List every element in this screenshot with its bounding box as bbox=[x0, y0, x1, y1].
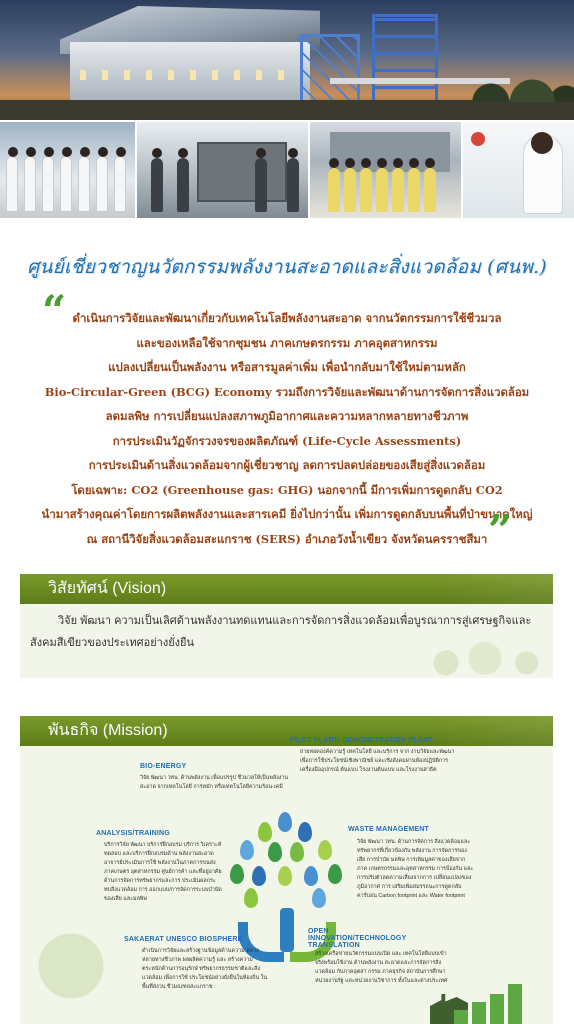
leaf-shape bbox=[230, 864, 244, 884]
mission-item-heading: SAKAERAT UNESCO BIOSPHERE bbox=[124, 936, 243, 943]
person-figure bbox=[424, 168, 436, 212]
person-figure bbox=[42, 156, 54, 212]
person-figure bbox=[328, 168, 340, 212]
page-title: ศูนย์เชี่ยวชาญนวัตกรรมพลังงานสะอาดและสิ่งแวดล้อม (ศนพ.) bbox=[27, 256, 547, 278]
intro-line: การประเมินวัฏจักรวงจรของผลิตภัณฑ์ (Life-Cycle Assessments) bbox=[112, 433, 462, 448]
decor-bar bbox=[490, 994, 504, 1024]
person-figure bbox=[392, 168, 404, 212]
leaf-shape bbox=[318, 840, 332, 860]
intro-paragraph bbox=[30, 306, 544, 555]
hero-photo-energy-facility bbox=[0, 0, 574, 120]
mission-item-text: สร้างเครือข่ายนวัตกรรมแบบเปิด และ เทคโนโลยีแบบเข้าจริงพร้อมใช้งาน ด้านพลังงาน สะอาดและการจัดการสิ่งแวดล้อม กับภาคอุตสา กรรม ภาคธุรกิจ สถาบันการศึกษา หน่วยงานรัฐ และหน่วยงานวิชาการ ทั้งในและต่างประเทศ bbox=[315, 951, 448, 984]
mission-item-text: วิจัย พัฒนา วทน. ด้านการจัดการ สิ่งแวดล้อมและทรัพยากรที่เกี่ยวข้องกับ พลังงาน การจัดการของเสีย การบำบัด มลพิษ การเพิ่มมูลค่าของเสียจากภาค เกษตรกรรมและอุตสาหกรรม การป้องกัน และการปรับตัวลดความเสี่ยงจากการ เปลี่ยนแปลงของภูมิอากาศ การ เสริมเพิ่มสมรรถนะการดูดกลับคาร์บอน Carbon footprint และ Water footprint bbox=[357, 839, 474, 899]
close-quote-icon: ” bbox=[488, 506, 513, 555]
mission-item-heading: OPEN INNOVATION/TECHNOLOGY TRANSLATION bbox=[308, 928, 407, 949]
photo-researchers-lab-coats bbox=[0, 122, 135, 218]
person-figure bbox=[177, 158, 189, 212]
vision-heading: วิสัยทัศน์ (Vision) bbox=[20, 574, 553, 604]
mission-item-heading: WASTE MANAGEMENT bbox=[348, 826, 429, 833]
intro-line: นำมาสร้างคุณค่าโดยการผลิตพลังงานและสารเคมี ยิ่งไปกว่านั้น เพิ่มการดูดกลับบนพื้นที่ป่าขนาดใหญ่ bbox=[41, 507, 533, 521]
mission-item-text: ดำเนินการวิจัยและสร้างฐานข้อมูลด้านความ หลากหลายทางชีวภาพ ผลผลิตความรู้ และ สร้างความตระหนักด้านการอนุรักษ์ ทรัพยากรธรรมชาติและสิ่งแวดล้อม เพื่อการใช้ ประโยชน์อย่างยั่งยืนในท้องถิ่น ในพื้นที่สงวน ชีวมณฑลสะแกราช bbox=[142, 948, 268, 990]
person-figure bbox=[344, 168, 356, 212]
vision-text: วิจัย พัฒนา ความเป็นเลิศด้านพลังงานทดแทนและการจัดการสิ่งแวดล้อมเพื่อบูรณาการสู่เศรษฐกิจและสังคมสีเขียวของประเทศอย่างยั่งยืน bbox=[30, 615, 532, 649]
trees-shape bbox=[470, 72, 574, 102]
mission-item-text: ถ่ายทอดองค์ความรู้ เทคโนโลยี และบริการ จาก งานวิจัยและพัฒนา เพื่อการใช้ประโยชน์เชิงพาณิชย์ และเชิงสังคมผ่านห้องปฏิบัติการ เครื่องมืออุปกรณ์ ต้นแบบ โรงงานต้นแบบ และโรงงานสาธิต bbox=[300, 749, 455, 773]
lights-shape bbox=[80, 70, 300, 80]
photo-strip bbox=[0, 122, 574, 218]
intro-line: ณ สถานีวิจัยสิ่งแวดล้อมสะแกราช (SERS) อำเภอวังน้ำเขียว จังหวัดนครราชสีมา bbox=[86, 531, 488, 546]
open-quote-icon: “ bbox=[42, 286, 67, 335]
intro-line: ดำเนินการวิจัยและพัฒนาเกี่ยวกับเทคโนโลยีพลังงานสะอาด จากนวัตกรรมการใช้ชีวมวล bbox=[72, 311, 502, 325]
person-figure bbox=[408, 168, 420, 212]
scaffold-shape bbox=[300, 34, 360, 106]
intro-line: การประเมินด้านสิ่งแวดล้อมจากผู้เชี่ยวชาญ ลดการปลดปล่อยของเสียสู่สิ่งแวดล้อม bbox=[88, 458, 486, 472]
leaf-shape bbox=[278, 866, 292, 886]
decor-bar bbox=[472, 1002, 486, 1024]
leaf-shape bbox=[290, 842, 304, 862]
person-figure bbox=[151, 158, 163, 212]
leaf-shape bbox=[328, 864, 342, 884]
mission-item-heading: PILOT PLANT/ DEMONSTRATION PLANT bbox=[290, 737, 433, 744]
intro-line: Bio-Circular-Green (BCG) Economy รวมถึงการวิจัยและพัฒนาด้านการจัดการสิ่งแวดล้อม bbox=[44, 384, 530, 399]
leaf-shape bbox=[258, 822, 272, 842]
mission-item-heading: ANALYSIS/TRAINING bbox=[96, 830, 170, 837]
leaf-shape bbox=[244, 888, 258, 908]
leaf-shape bbox=[304, 866, 318, 886]
person-figure bbox=[287, 158, 299, 212]
leaf-shape bbox=[298, 822, 312, 842]
person-figure bbox=[255, 158, 267, 212]
person-figure bbox=[360, 168, 372, 212]
decor-bar bbox=[508, 984, 522, 1024]
person-figure bbox=[60, 156, 72, 212]
decor-bar bbox=[454, 1010, 468, 1024]
mission-item-text: วิจัย พัฒนา วทน. ด้านพลังงาน เพื่อแปรรูป ชีวมวลให้เป็นพลังงานสะอาด จากเทคโนโลยี การหมัก หรือเทคโนโลยีความร้อน-เคมี bbox=[140, 775, 289, 790]
bar-graphic-decoration bbox=[454, 980, 544, 1024]
intro-line: และของเหลือใช้จากชุมชน ภาคเกษตรกรรม ภาคอุตสาหกรรม bbox=[136, 335, 438, 350]
tower-shape bbox=[372, 14, 438, 106]
mission-heading: พันธกิจ (Mission) bbox=[20, 716, 553, 746]
person-figure bbox=[114, 156, 126, 212]
ground-shape bbox=[0, 100, 574, 120]
intro-line: แปลงเปลี่ยนเป็นพลังงาน หรือสารมูลค่าเพิ่ม เพื่อนำกลับมาใช้ใหม่ตามหลัก bbox=[108, 360, 466, 374]
flask-icon bbox=[471, 132, 485, 146]
leaf-shape bbox=[312, 888, 326, 908]
leaf-shape bbox=[240, 840, 254, 860]
mission-tree-decoration bbox=[26, 930, 116, 1020]
leaf-shape bbox=[252, 866, 266, 886]
person-figure bbox=[6, 156, 18, 212]
leaf-shape bbox=[278, 812, 292, 832]
machine-shape bbox=[197, 142, 287, 202]
person-figure bbox=[96, 156, 108, 212]
mission-item-heading: BIO-ENERGY bbox=[140, 763, 187, 770]
person-figure bbox=[376, 168, 388, 212]
intro-line: โดยเฉพาะ: CO2 (Greenhouse gas: GHG) นอกจากนี้ มีการเพิ่มการดูดกลับ CO2 bbox=[71, 482, 503, 497]
person-figure bbox=[24, 156, 36, 212]
photo-staff-with-machine bbox=[137, 122, 308, 218]
intro-line: ลดมลพิษ การเปลี่ยนแปลงสภาพภูมิอากาศและความหลากหลายทางชีวภาพ bbox=[105, 409, 469, 423]
photo-team-pilot-plant bbox=[310, 122, 461, 218]
mission-item-text: บริการวิจัย พัฒนา บริการฝึกอบรม บริการ วิเคราะห์ทดสอบ และบริการฝึกอบรมด้าน พลังงานสะอาด อาจารย์ประเมินการใช้ พลังงานในภาคการขนส่ง ภาคเกษตร อุตสาหกรรม ศูนย์การค้า และที่อยู่อาศัย ด้านการจัดการทรัพยากรและการ ประเมินผลกระทบสิ่งแวดล้อม การ ออกแบบ/การจัดการระบบบำบัดของเสีย และมลพิษ bbox=[104, 842, 222, 902]
leaf-shape bbox=[268, 842, 282, 862]
person-figure bbox=[78, 156, 90, 212]
photo-chemist-lab bbox=[463, 122, 574, 218]
